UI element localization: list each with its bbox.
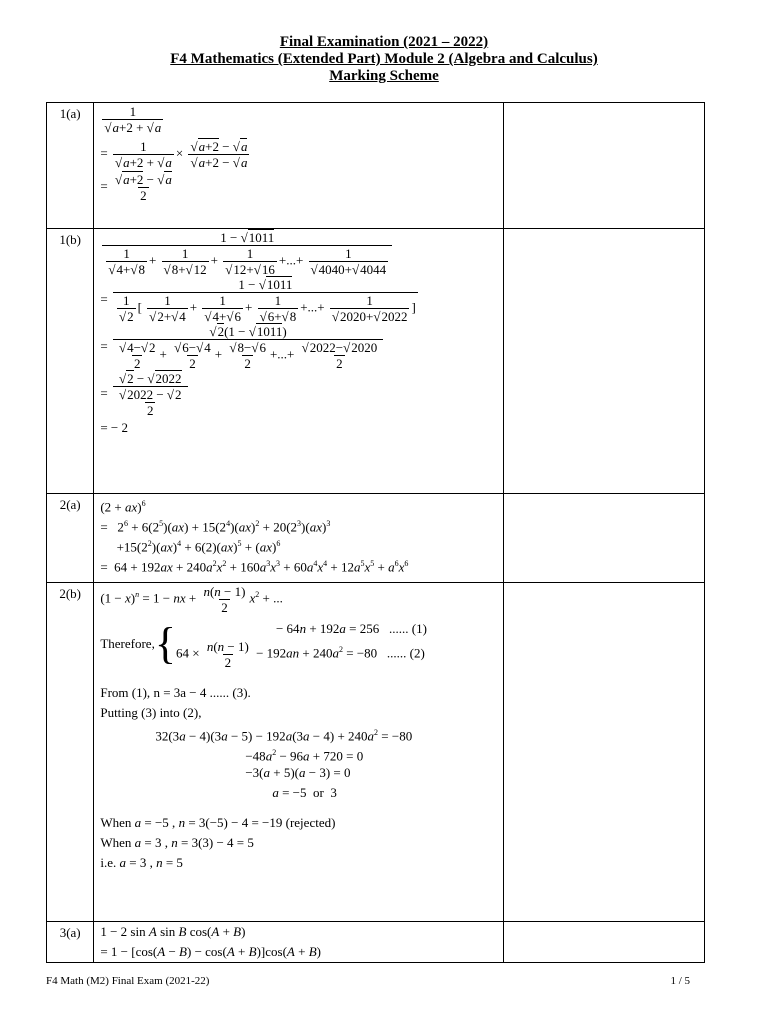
eq3: n = 3a − 4 ...... (3). [153, 685, 251, 700]
from1-text: From (1), [100, 685, 151, 700]
question-label-1b: 1(b) [47, 229, 94, 494]
solution-2b: $(1 - x)^n = 1$ − nx + $\frac{n(n - 1)}{2}$ $x^2$ + ... Therefore, { − 64n + 192a = 256 ...... (1) 64 × $\frac{n(n - 1)}{2}$ − $192an + 240a^2 = -80$ ...... (2) From (1), n = 3a − 4 ...... (3). Putting (3) into (2), $32(3a - 4)(3a - 5) - 192a(3a - 4) + 240a^2 = -80$ $-48a^2 - 96a + 720 = 0$ −3(a + 5)(a − 3) = 0 a = −5 or 3 When a = −5 , n = 3(−5) − 4 = −19 (rejected) When a = 3 , n = 3(3) − 4 = 5 i.e. a = 3 , n = 5 [94, 583, 504, 922]
row-1b [47, 229, 705, 494]
therefore-text: Therefore, [100, 636, 155, 651]
solution-1a: $\frac{1}{√a+2 + √a}$ = $\frac{1}{√a+2 + √a}$ × $\frac{√a+2 - √a}{√a+2 - √a}$ = $\frac{√a+2 - √a}{2}$ [94, 103, 504, 229]
when1-text: When [100, 815, 132, 830]
question-label-3a: 3(a) [47, 922, 94, 963]
marking-scheme-table [46, 102, 705, 963]
notes-1a [504, 103, 705, 229]
footer-left: F4 Math (M2) Final Exam (2021-22) [46, 975, 210, 987]
exam-title: Final Examination (2021 – 2022) [279, 34, 489, 50]
question-label-2a: 2(a) [47, 494, 94, 583]
solution-3a: 1 − 2 sin A sin B cos(A + B) = 1 − [cos(A − B) − cos(A + B)]cos(A + B) [94, 922, 504, 963]
notes-1b [504, 229, 705, 494]
solution-1b: 1 − √1011 $\frac{1}{√4+√8}$ + $\frac{1}{√8+√12}$ + $\frac{1}{√12+√16}$ +...+ $\frac{1}{√4040+√4044}$ = 1 − √1011 $\frac{1}{√2}$ [ $\frac{1}{√2+√4}$ + $\frac{1}{√4+√6}$ + $\frac{1}{√6+√8}$ +...+ $\frac{1}{√2020+√2022}$ ] = √2(1 − √1011) $\frac{√4-√2}{2}$ + $\frac{√6-√4}{2}$ + $\frac{√8-√6}{2}$ +...+ $\frac{√2022-√2020}{2}$ = $\frac{√2 - √2022}{\frac{√2022 - √2}{2}}$ = − 2 [94, 229, 504, 494]
question-label-1a: 1(a) [47, 103, 94, 229]
row-1a [47, 103, 705, 229]
notes-2a [504, 494, 705, 583]
exam-subtitle: F4 Mathematics (Extended Part) Module 2 (Algebra and Calculus) [170, 51, 598, 67]
row-2b [47, 583, 705, 922]
marking-scheme-title: Marking Scheme [329, 68, 439, 84]
question-label-2b: 2(b) [47, 583, 94, 922]
row-2a [47, 494, 705, 583]
when2-text: When [100, 835, 132, 850]
row-3a [47, 922, 705, 963]
notes-2b [504, 583, 705, 922]
notes-3a [504, 922, 705, 963]
solution-2a: (2 + ax)$^6$ = $2^6 + 6(2^5)(ax) + 15(2^4)(ax)^2 + 20(2^3)(ax)^3$ $+15(2^2)(ax)^4 + 6(2)(ax)^5 + (ax)^6$ = $64 + 192ax + 240a^2x^2 + 160a^3x^3 + 60a^4x^4 + 12a^5x^5 + a^6x^6$ [94, 494, 504, 583]
page-number: 1 / 5 [670, 975, 690, 987]
ie-text: i.e. [100, 855, 117, 870]
putting-text: Putting (3) into (2), [100, 705, 202, 720]
